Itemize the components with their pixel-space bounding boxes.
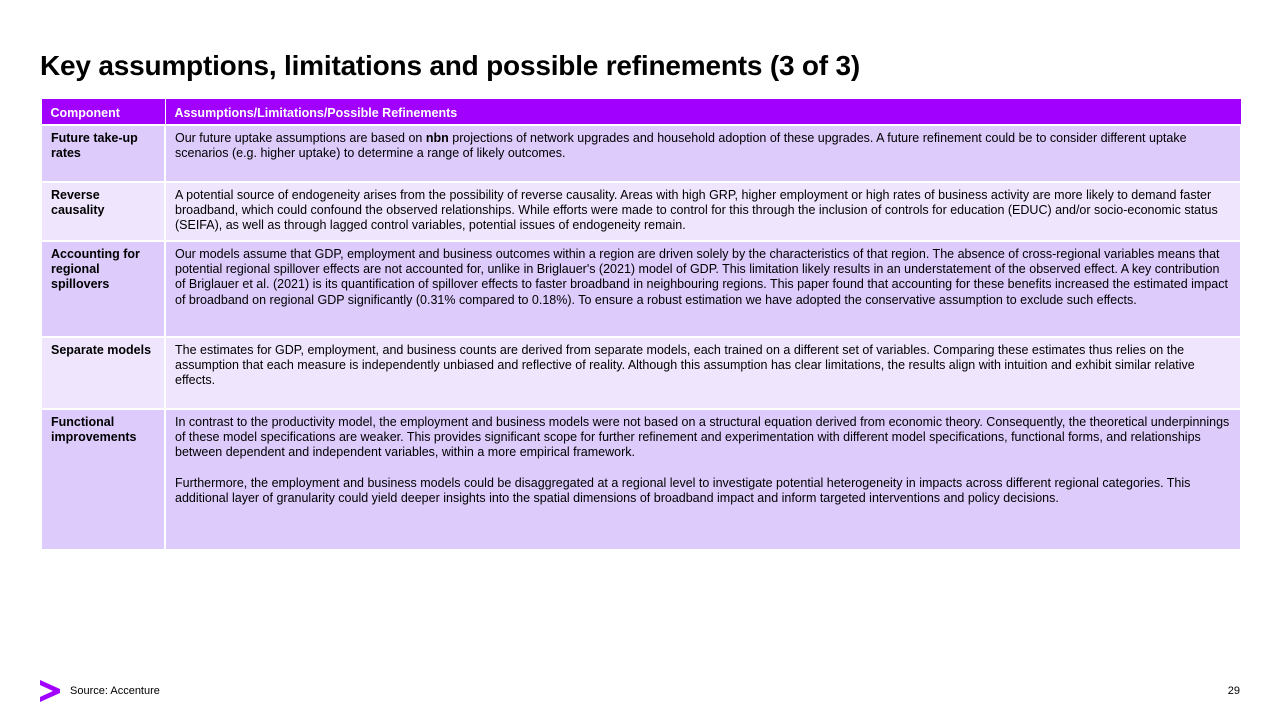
description-cell xyxy=(165,409,1241,550)
page-title: Key assumptions, limitations and possible refinements (3 of 3) xyxy=(40,50,860,81)
description-paragraph: Furthermore, the employment and business models could be disaggregated at a regional level to investigate potential heterogeneity in impacts across different regional categories. This additional layer of granularity could yield deeper insights into the spatial dimensions of broadband impact and inform targeted interventions and policy decisions. xyxy=(175,475,1191,505)
table-row xyxy=(41,125,1241,182)
table-row xyxy=(41,182,1241,241)
description-text: projections of network upgrades and household adoption of these upgrades. A future refinement could be to consider different uptake scenarios (e.g. higher uptake) to determine a range of likely outcomes. xyxy=(175,131,1187,161)
column-header-assumptions: Assumptions/Limitations/Possible Refinements xyxy=(165,99,1241,126)
source-note: Source: Accenture xyxy=(70,685,160,697)
description-text: Our future uptake assumptions are based on xyxy=(175,131,426,145)
component-cell: Future take-up rates xyxy=(41,125,165,182)
component-cell: Reverse causality xyxy=(41,182,165,241)
component-cell: Separate models xyxy=(41,337,165,409)
assumptions-table xyxy=(40,98,1242,551)
table-row xyxy=(41,409,1241,550)
description-cell: The estimates for GDP, employment, and business counts are derived from separate models, each trained on a different set of variables. Comparing these estimates thus relies on the assumption that each measure is independently unbiased and reflective of reality. Although this assumption has clear limitations, the results align with intuition and exhibit similar relative effects. xyxy=(165,337,1241,409)
table-row xyxy=(41,241,1241,337)
table-header-row xyxy=(41,99,1241,126)
description-cell xyxy=(165,125,1241,182)
column-header-component: Component xyxy=(41,99,165,126)
description-cell: Our models assume that GDP, employment and business outcomes within a region are driven solely by the characteristics of that region. The absence of cross-regional variables means that potential regional spillover effects are not accounted for, unlike in Briglauer's (2021) model of GDP. This limitation likely results in an understatement of the observed effect. A key contribution of Briglauer et al. (2021) is its quantification of spillover effects to faster broadband in neighbouring regions. This paper found that accounting for these benefits increased the estimated impact of broadband on regional GDP significantly (0.31% compared to 0.18%). To ensure a robust estimation we have adopted the conservative assumption to exclude such effects. xyxy=(165,241,1241,337)
page-number: 29 xyxy=(1227,685,1240,697)
description-paragraph: In contrast to the productivity model, the employment and business models were not based on a structural equation derived from economic theory. Consequently, the theoretical underpinnings of these model specifications are weaker. This provides significant scope for further refinement and experimentation with different model specifications, functional forms, and relationships between dependent and independent variables, within a more empirical framework. xyxy=(175,415,1230,460)
component-cell: Accounting for regional spillovers xyxy=(41,241,165,337)
component-cell: Functional improvements xyxy=(41,409,165,550)
table-row xyxy=(41,337,1241,409)
description-cell: A potential source of endogeneity arises from the possibility of reverse causality. Areas with high GRP, higher employment or high rates of business activity are more likely to demand faster broadband, which could confound the observed relationships. While efforts were made to control for this through the inclusion of controls for education (EDUC) and/or socio-economic status (SEIFA), as well as through lagged control variables, potential issues of endogeneity remain. xyxy=(165,182,1241,241)
accenture-chevron-icon xyxy=(40,680,60,702)
nbn-term: nbn xyxy=(425,131,449,145)
